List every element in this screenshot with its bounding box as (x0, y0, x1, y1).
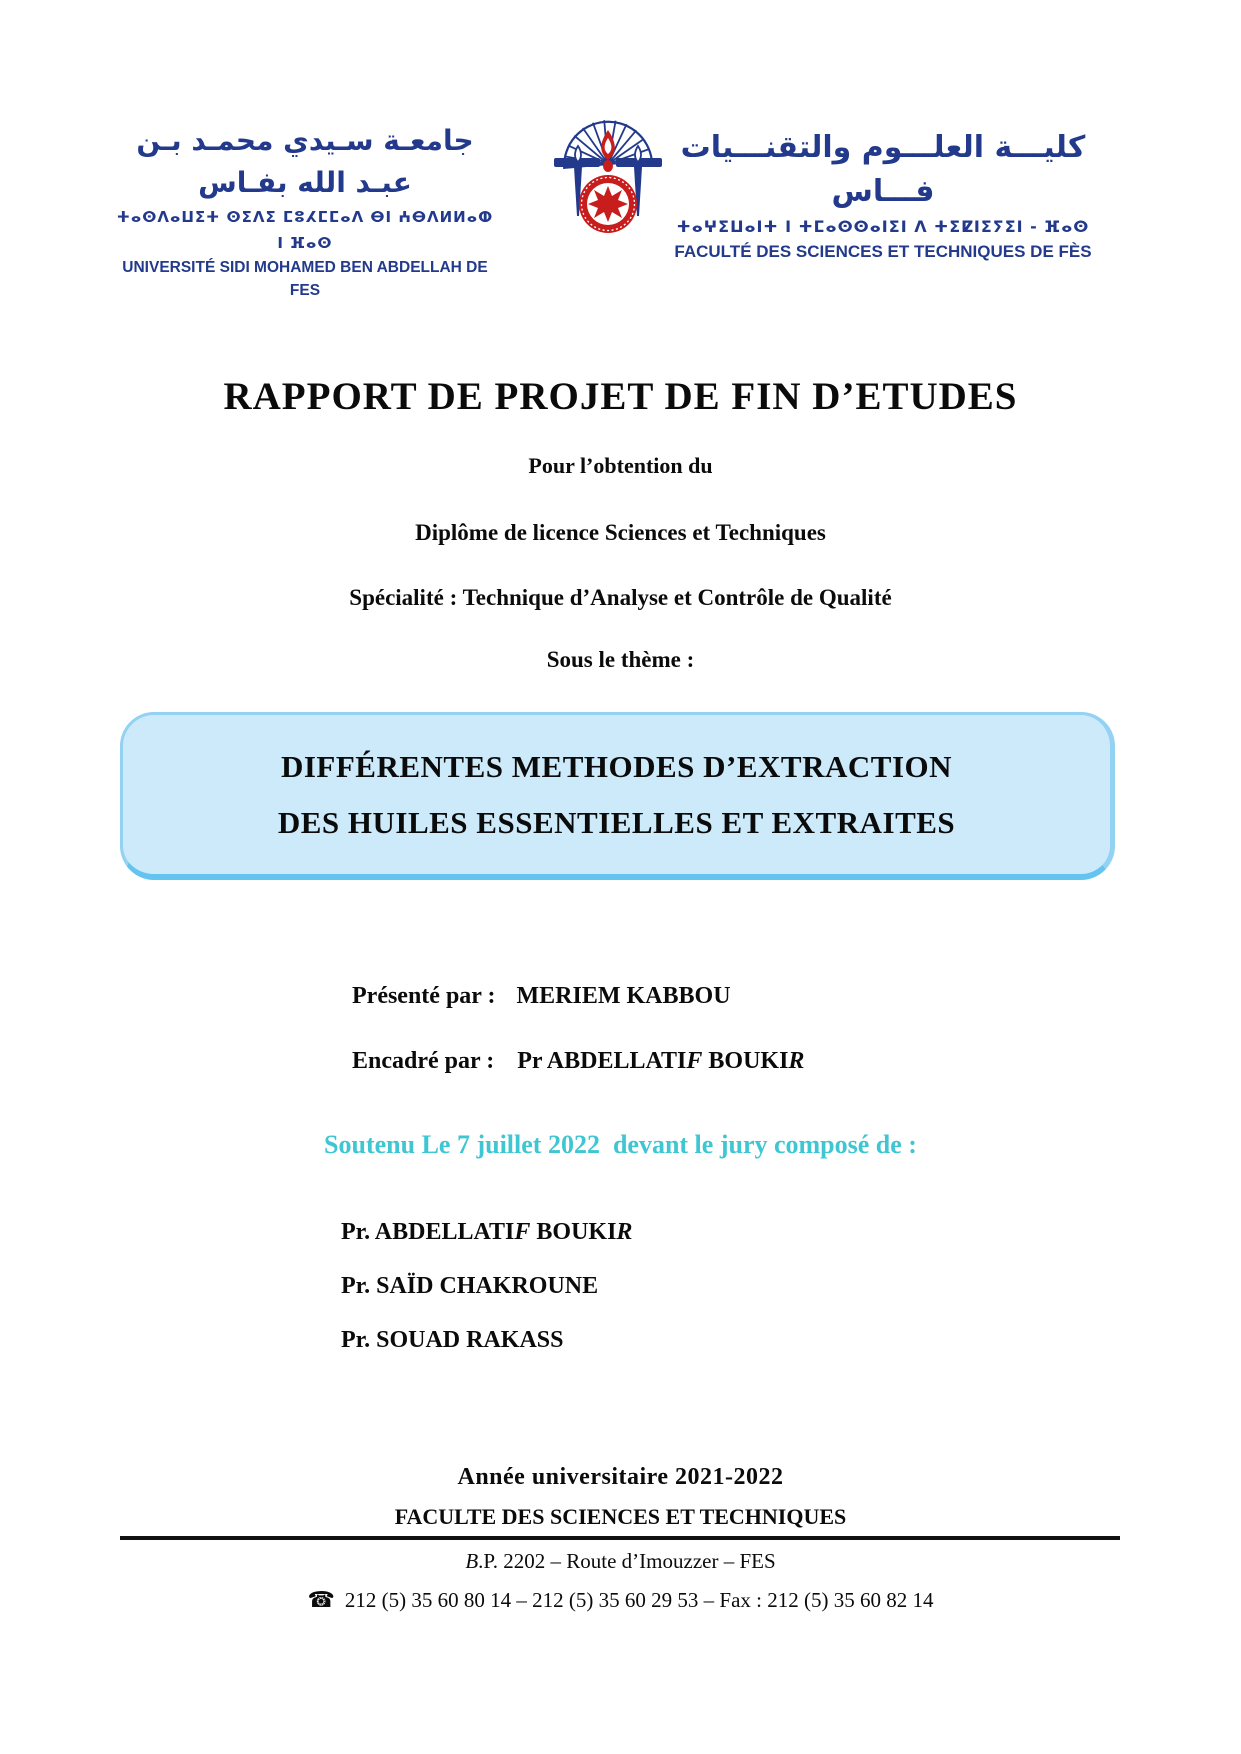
footer-address-part: .P. 2202 – Route d’Imouzzer – FES (478, 1549, 776, 1573)
university-name-latin: UNIVERSITÉ SIDI MOHAMED BEN ABDELLAH DE FES (122, 259, 488, 299)
phone-icon: ☎ (307, 1588, 335, 1613)
jury-member-name: Pr. SAÏD CHAKROUNE (341, 1273, 599, 1299)
footer-phone-numbers: 212 (5) 35 60 80 14 – 212 (5) 35 60 29 53 – Fax : 212 (5) 35 60 82 14 (344, 1588, 934, 1612)
jury-member-name: Pr. SOUAD RAKASS (341, 1327, 564, 1353)
advisor-name-part: Pr ABDELLATI (517, 1048, 687, 1074)
footer-phones (0, 1588, 1241, 1613)
jury-member-name: Pr. ABDELLATI (341, 1219, 515, 1245)
defense-line: Soutenu Le 7 juillet 2022 devant le jury composé de : (324, 1130, 917, 1159)
advisor-name (517, 1048, 804, 1074)
faculty-name-latin: FACULTÉ DES SCIENCES ET TECHNIQUES DE FÈS (674, 242, 1092, 261)
report-title: RAPPORT DE PROJET DE FIN D’ETUDES (223, 375, 1018, 418)
footer-faculty: FACULTE DES SCIENCES ET TECHNIQUES (394, 1504, 847, 1529)
theme-title-line2: DES HUILES ESSENTIELLES ET EXTRAITES (277, 805, 956, 840)
subtitle-specialty: Spécialité : Technique d’Analyse et Contrôle de Qualité (349, 585, 892, 610)
jury-member-name: F (514, 1219, 531, 1245)
university-name-arabic: جامعـة سـيدي محمـد بـن عبـد الله بفـاس (136, 124, 474, 199)
student-name: MERIEM KABBOU (516, 983, 731, 1009)
advisor-name-part: BOUKI (702, 1048, 789, 1074)
supervised-by-label: Encadré par : (352, 1048, 501, 1074)
university-name-tifinagh: ⵜⴰⵙⴷⴰⵡⵉⵜ ⵙⵉⴷⵉ ⵎⵓⵃⵎⵎⴰⴷ ⴱⵏ ⵄⴱⴷⵍⵍⴰⵀ ⵏ ⴼⴰⵙ (116, 208, 494, 252)
jury-list (341, 1205, 632, 1367)
jury-member (341, 1205, 632, 1259)
jury-member-name: BOUKI (530, 1219, 617, 1245)
faculty-name-tifinagh: ⵜⴰⵖⵉⵡⴰⵏⵜ ⵏ ⵜⵎⴰⵙⵙⴰⵏⵉⵏ ⴷ ⵜⵉⵇⵏⵉⵢⵉⵏ - ⴼⴰⵙ (676, 217, 1090, 236)
faculty-name-arabic: كليـــة العلـــوم والتقنـــيات فـــاس (680, 130, 1086, 209)
academic-year: Année universitaire 2021-2022 (457, 1464, 784, 1490)
advisor-name-part: F (686, 1048, 703, 1074)
footer-divider (120, 1536, 1120, 1540)
university-block (116, 120, 494, 302)
footer-address (0, 1549, 1241, 1574)
jury-member (341, 1259, 632, 1313)
supervised-by-row (352, 1048, 804, 1075)
presented-by-label: Présenté par : (352, 983, 502, 1009)
subtitle-diploma: Diplôme de licence Sciences et Techniques (415, 520, 826, 545)
jury-member-name: R (616, 1219, 633, 1245)
subtitle-theme-label: Sous le thème : (546, 647, 695, 672)
faculty-block (648, 126, 1118, 263)
jury-member (341, 1313, 632, 1367)
presented-by-row (352, 983, 731, 1010)
advisor-name-part: R (788, 1048, 805, 1074)
theme-title-line1: DIFFÉRENTES METHODES D’EXTRACTION (280, 749, 953, 784)
subtitle-obtention: Pour l’obtention du (528, 453, 713, 478)
footer-address-part: B (465, 1549, 479, 1573)
theme-box (120, 712, 1115, 880)
